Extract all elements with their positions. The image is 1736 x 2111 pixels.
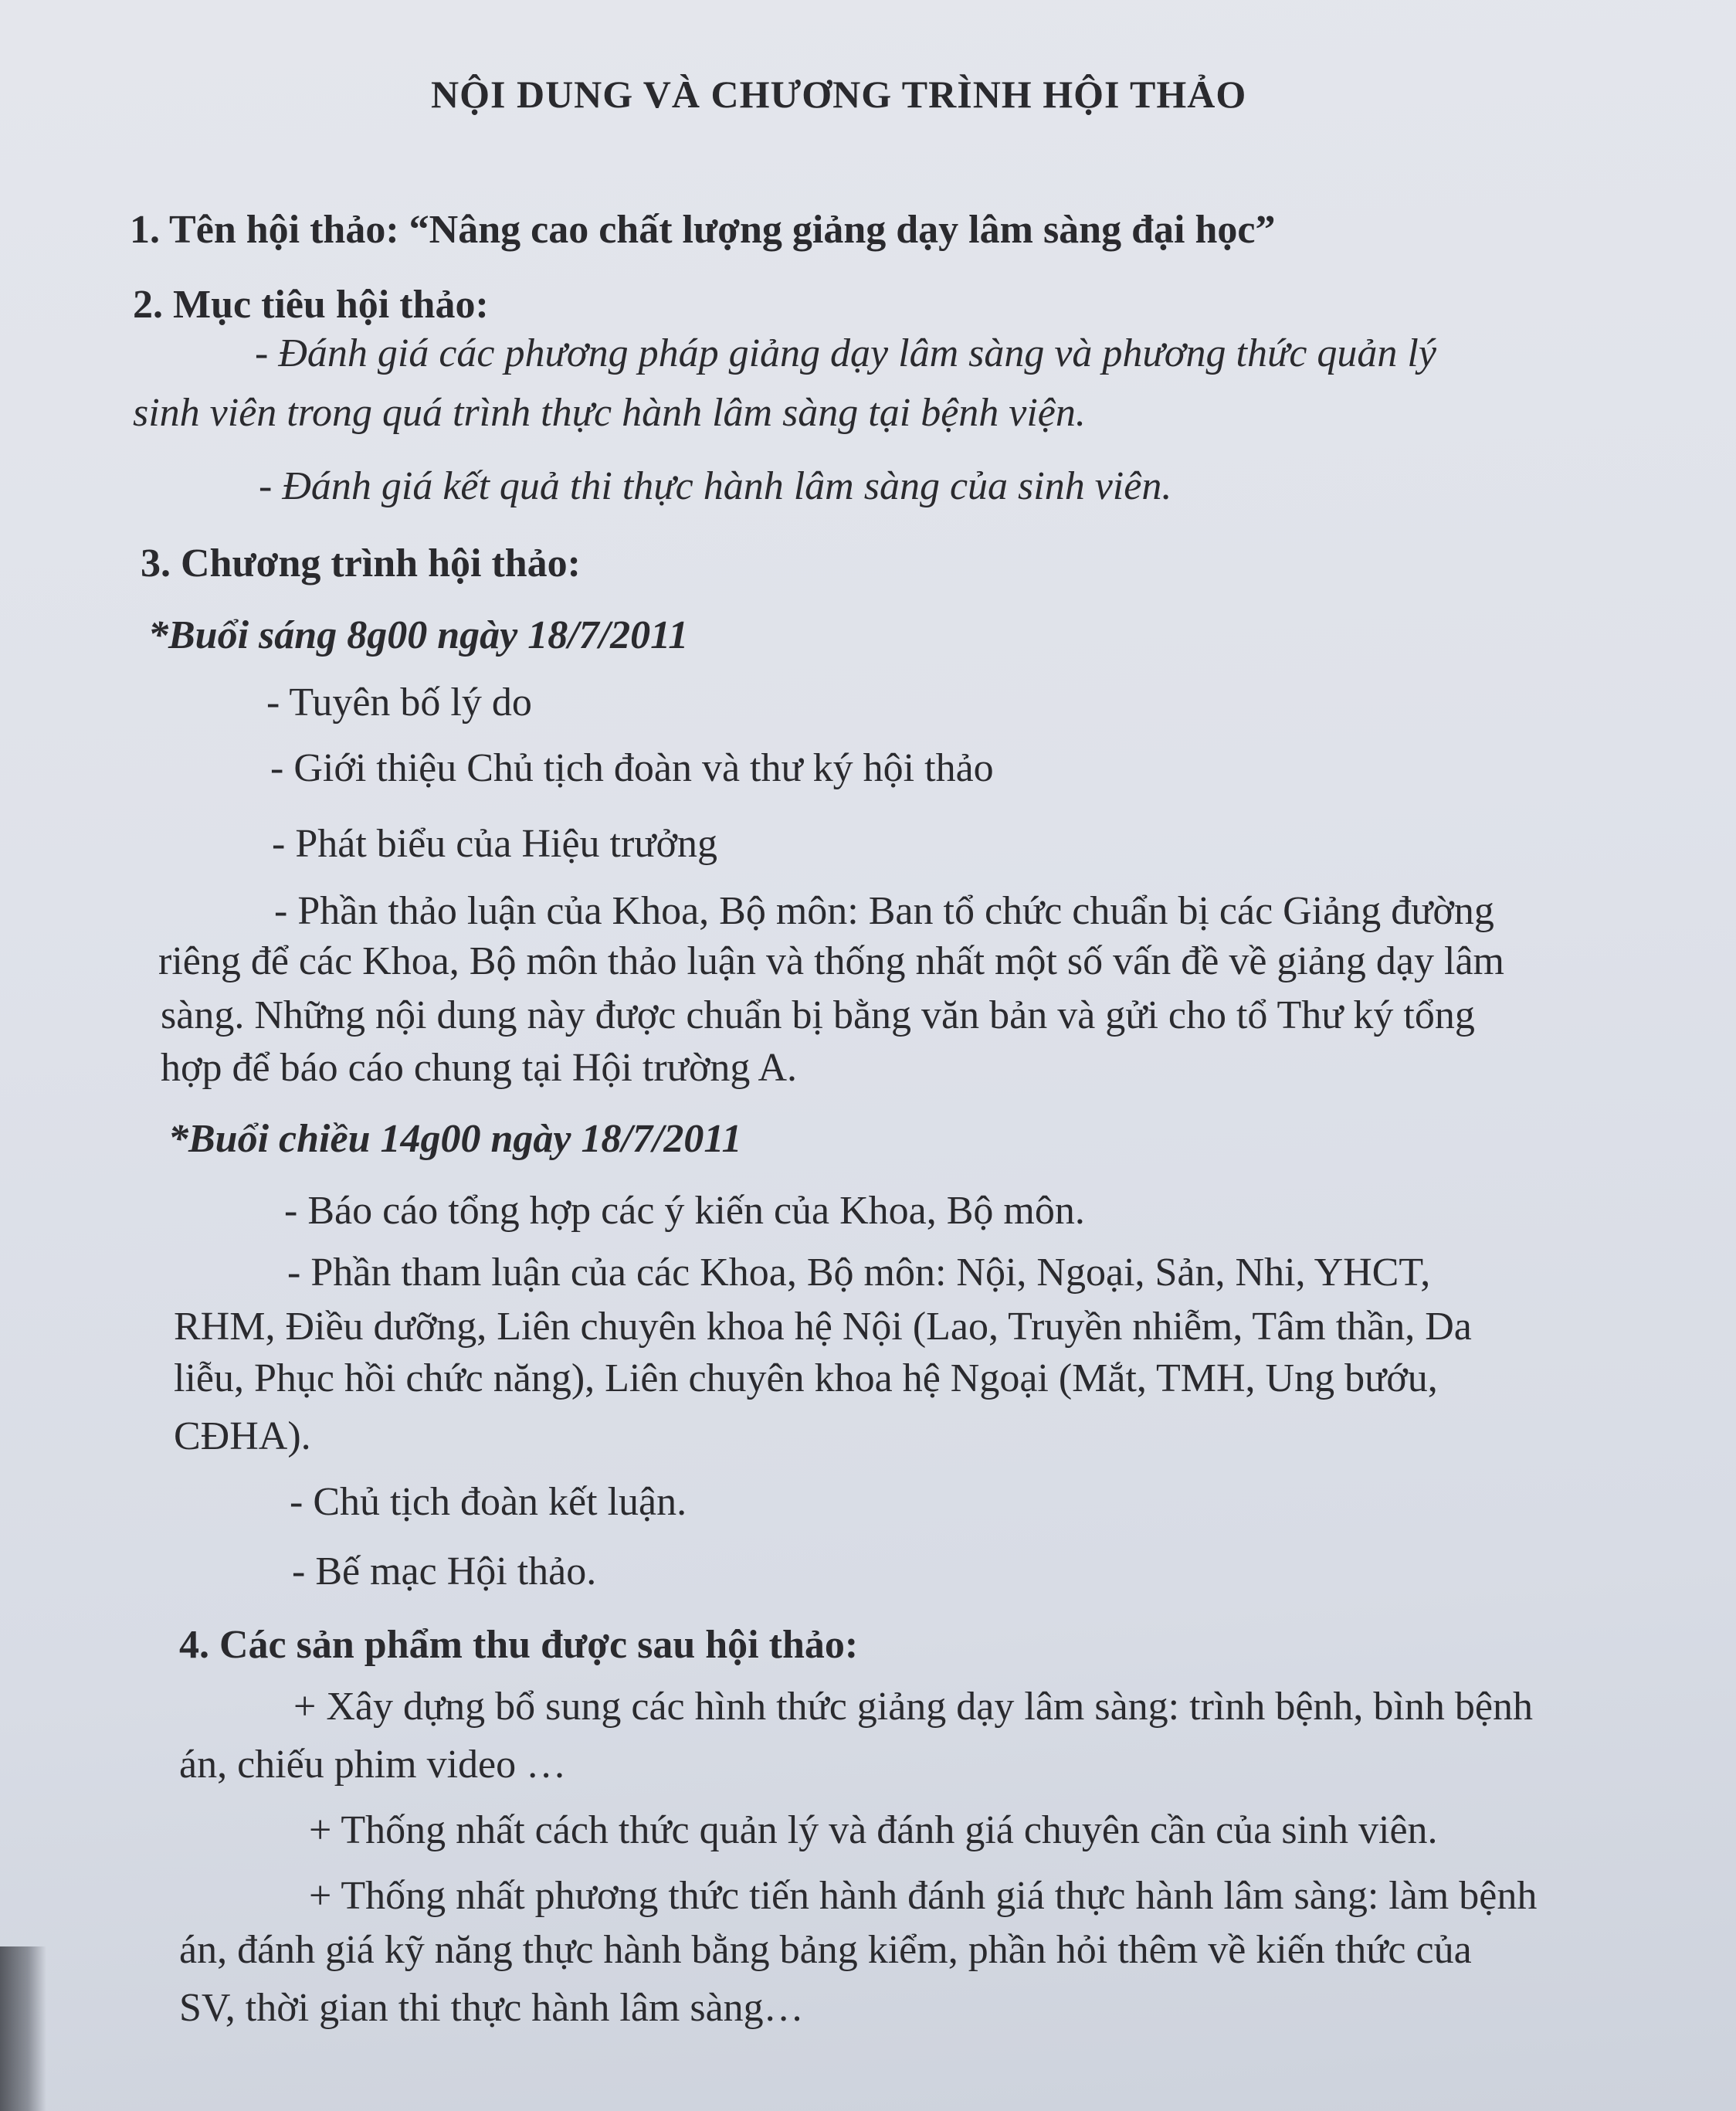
morning-item-4-line-3: sàng. Những nội dung này được chuẩn bị bằng văn bản và gửi cho tổ Thư ký tổng	[161, 993, 1475, 1037]
morning-session-title: *Buổi sáng 8g00 ngày 18/7/2011	[148, 613, 689, 657]
objective-1-line-2: sinh viên trong quá trình thực hành lâm sàng tại bệnh viện.	[133, 391, 1086, 435]
afternoon-item-2-line-1: - Phần tham luận của các Khoa, Bộ môn: Nội, Ngoại, Sản, Nhi, YHCT,	[287, 1251, 1431, 1295]
morning-item-4-line-1: - Phần thảo luận của Khoa, Bộ môn: Ban tổ chức chuẩn bị các Giảng đường	[274, 889, 1494, 933]
afternoon-item-2-line-4: CĐHA).	[174, 1414, 311, 1458]
morning-item-4-line-4: hợp để báo cáo chung tại Hội trường A.	[161, 1046, 798, 1090]
objective-1-line-1: - Đánh giá các phương pháp giảng dạy lâm sàng và phương thức quản lý	[255, 331, 1436, 375]
morning-item-4-line-2: riêng để các Khoa, Bộ môn thảo luận và thống nhất một số vấn đề về giảng dạy lâm	[158, 939, 1504, 983]
product-3-line-3: SV, thời gian thi thực hành lâm sàng…	[179, 1986, 804, 2030]
section-3-heading: 3. Chương trình hội thảo:	[141, 541, 581, 585]
section-1-heading: 1. Tên hội thảo: “Nâng cao chất lượng giảng dạy lâm sàng đại học”	[130, 208, 1276, 252]
afternoon-item-1: - Báo cáo tổng hợp các ý kiến của Khoa, Bộ môn.	[284, 1189, 1085, 1233]
section-2-heading: 2. Mục tiêu hội thảo:	[133, 283, 489, 327]
afternoon-session-title: *Buổi chiều 14g00 ngày 18/7/2011	[168, 1117, 742, 1161]
document-title: NỘI DUNG VÀ CHƯƠNG TRÌNH HỘI THẢO	[431, 73, 1247, 116]
morning-item-3: - Phát biểu của Hiệu trưởng	[272, 822, 717, 866]
afternoon-item-4: - Bế mạc Hội thảo.	[292, 1549, 597, 1593]
objective-2: - Đánh giá kết quả thi thực hành lâm sàng của sinh viên.	[259, 464, 1172, 508]
morning-item-2: - Giới thiệu Chủ tịch đoàn và thư ký hội thảo	[270, 746, 994, 790]
morning-item-1: - Tuyên bố lý do	[266, 680, 532, 725]
afternoon-item-2-line-3: liễu, Phục hồi chức năng), Liên chuyên khoa hệ Ngoại (Mắt, TMH, Ung bướu,	[174, 1356, 1438, 1400]
product-2: + Thống nhất cách thức quản lý và đánh giá chuyên cần của sinh viên.	[309, 1808, 1438, 1852]
product-3-line-1: + Thống nhất phương thức tiến hành đánh giá thực hành lâm sàng: làm bệnh	[309, 1874, 1538, 1918]
afternoon-item-2-line-2: RHM, Điều dưỡng, Liên chuyên khoa hệ Nội (Lao, Truyền nhiễm, Tâm thần, Da	[174, 1305, 1472, 1349]
product-3-line-2: án, đánh giá kỹ năng thực hành bằng bảng kiểm, phần hỏi thêm về kiến thức của	[179, 1928, 1472, 1972]
afternoon-item-3: - Chủ tịch đoàn kết luận.	[290, 1480, 687, 1524]
product-1-line-2: án, chiếu phim video …	[179, 1743, 567, 1787]
section-4-heading: 4. Các sản phẩm thu được sau hội thảo:	[179, 1623, 859, 1667]
product-1-line-1: + Xây dựng bổ sung các hình thức giảng dạy lâm sàng: trình bệnh, bình bệnh	[293, 1685, 1533, 1729]
